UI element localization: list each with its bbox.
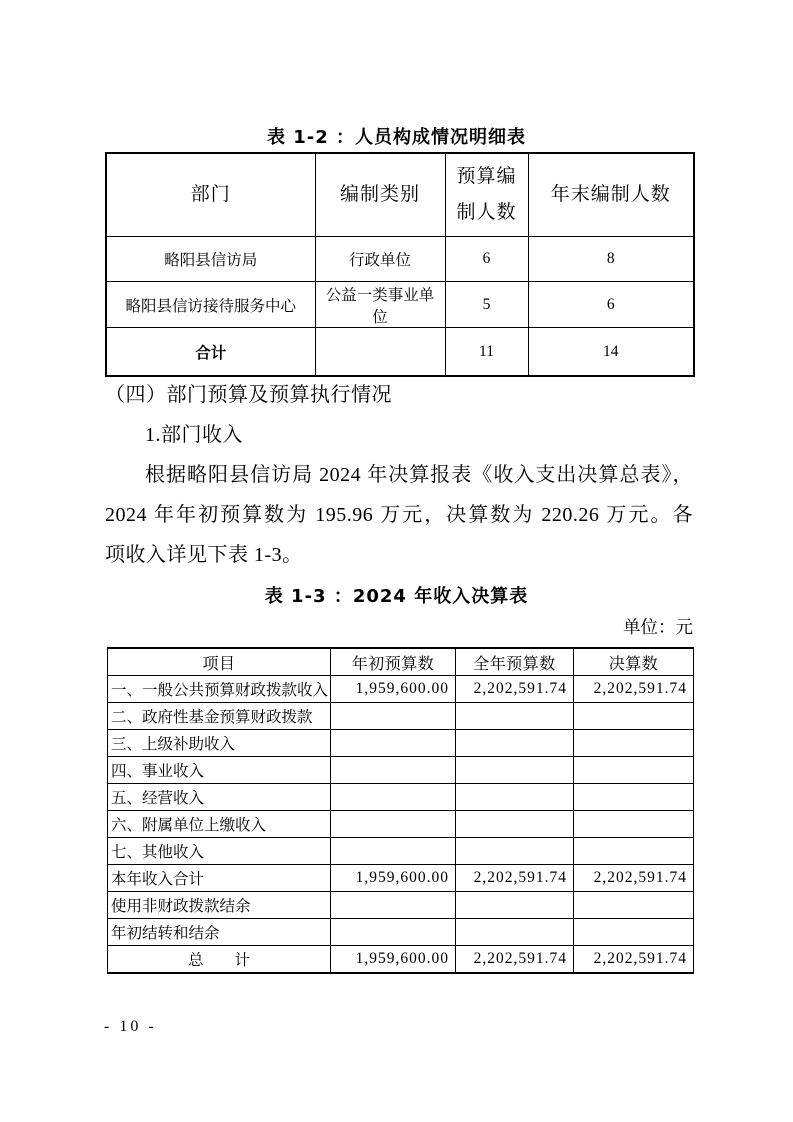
table-row <box>108 703 694 730</box>
table-row <box>108 838 694 865</box>
table-cell: 本年收入合计 <box>108 865 331 892</box>
paragraph-line: 项收入详见下表 1-3。 <box>105 544 303 566</box>
table-row <box>108 784 694 811</box>
table-cell <box>574 784 694 811</box>
section-heading: （四）部门预算及预算执行情况 <box>105 384 392 406</box>
table-cell: 1,959,600.00 <box>331 946 456 974</box>
table-cell: 总 计 <box>108 946 331 974</box>
table-cell <box>331 811 456 838</box>
table-cell: 1,959,600.00 <box>331 865 456 892</box>
table-cell <box>331 838 456 865</box>
table-row <box>106 282 694 328</box>
table-header-cell: 年初预算数 <box>331 648 456 676</box>
table-cell: 6 <box>528 282 694 328</box>
table-cell <box>574 811 694 838</box>
table-header-cell: 决算数 <box>574 648 694 676</box>
table-1-2-title: 表 1-2 ：人员构成情况明细表 <box>266 127 527 148</box>
table-cell: 略阳县信访接待服务中心 <box>106 282 315 328</box>
table-cell <box>456 784 574 811</box>
paragraph-line: 2024 年年初预算数为 195.96 万元，决算数为 220.26 万元。各 <box>105 504 693 526</box>
table-cell <box>331 784 456 811</box>
table-total-row <box>108 946 694 974</box>
personnel-table-header-row <box>106 153 694 237</box>
table-row <box>108 676 694 703</box>
table-cell <box>331 757 456 784</box>
table-cell: 8 <box>528 237 694 282</box>
table-cell: 行政单位 <box>315 237 445 282</box>
table-cell: 2,202,591.74 <box>574 865 694 892</box>
body-text <box>105 375 693 575</box>
table-header-cell: 年末编制人数 <box>528 153 694 237</box>
table-row <box>108 757 694 784</box>
table-total-row <box>106 328 694 377</box>
table-header-cell: 项目 <box>108 648 331 676</box>
table-cell: 年初结转和结余 <box>108 919 331 946</box>
table-cell: 2,202,591.74 <box>574 676 694 703</box>
table-cell: 11 <box>445 328 528 377</box>
table-row <box>108 919 694 946</box>
table-cell: 14 <box>528 328 694 377</box>
table-cell: 2,202,591.74 <box>574 946 694 974</box>
table-cell <box>456 757 574 784</box>
paragraph-line: 根据略阳县信访局 2024 年决算报表《收入支出决算总表》， <box>145 464 693 486</box>
table-header-cell: 编制类别 <box>315 153 445 237</box>
table-cell <box>574 703 694 730</box>
table-cell: 三、上级补助收入 <box>108 730 331 757</box>
page-number: - 10 - <box>104 1018 157 1035</box>
table-cell <box>331 892 456 919</box>
table-cell: 5 <box>445 282 528 328</box>
income-table <box>107 647 694 974</box>
unit-label: 单位：元 <box>623 617 693 637</box>
table-cell: 2,202,591.74 <box>456 676 574 703</box>
table-cell: 略阳县信访局 <box>106 237 315 282</box>
table-1-3-title: 表 1-3 ：2024 年收入决算表 <box>264 586 529 607</box>
table-cell <box>331 919 456 946</box>
table-cell: 使用非财政拨款结余 <box>108 892 331 919</box>
table-header-cell: 部门 <box>106 153 315 237</box>
table-row <box>108 730 694 757</box>
table-row <box>108 865 694 892</box>
subsection-heading: 1.部门收入 <box>145 424 243 446</box>
table-cell: 六、附属单位上缴收入 <box>108 811 331 838</box>
table-cell: 四、事业收入 <box>108 757 331 784</box>
table-cell: 2,202,591.74 <box>456 865 574 892</box>
table-row <box>108 892 694 919</box>
table-cell <box>574 730 694 757</box>
table-cell <box>456 892 574 919</box>
table-cell <box>574 892 694 919</box>
table-cell <box>456 811 574 838</box>
table-cell <box>574 919 694 946</box>
table-cell <box>456 919 574 946</box>
table-cell: 二、政府性基金预算财政拨款 <box>108 703 331 730</box>
table-row <box>108 811 694 838</box>
table-cell <box>456 703 574 730</box>
table-cell: 2,202,591.74 <box>456 946 574 974</box>
table-cell: 五、经营收入 <box>108 784 331 811</box>
table-cell <box>315 328 445 377</box>
table-cell: 公益一类事业单位 <box>315 282 445 328</box>
table-cell <box>331 730 456 757</box>
table-cell <box>456 838 574 865</box>
table-cell: 合计 <box>106 328 315 377</box>
table-cell <box>456 730 574 757</box>
table-cell: 1,959,600.00 <box>331 676 456 703</box>
table-cell: 一、一般公共预算财政拨款收入 <box>108 676 331 703</box>
table-header-cell: 预算编制人数 <box>445 153 528 237</box>
table-cell <box>574 838 694 865</box>
table-cell: 七、其他收入 <box>108 838 331 865</box>
table-header-cell: 全年预算数 <box>456 648 574 676</box>
personnel-table <box>105 152 695 377</box>
table-row <box>106 237 694 282</box>
table-cell: 6 <box>445 237 528 282</box>
table-cell <box>331 703 456 730</box>
table-cell <box>574 757 694 784</box>
income-table-header-row <box>108 648 694 676</box>
